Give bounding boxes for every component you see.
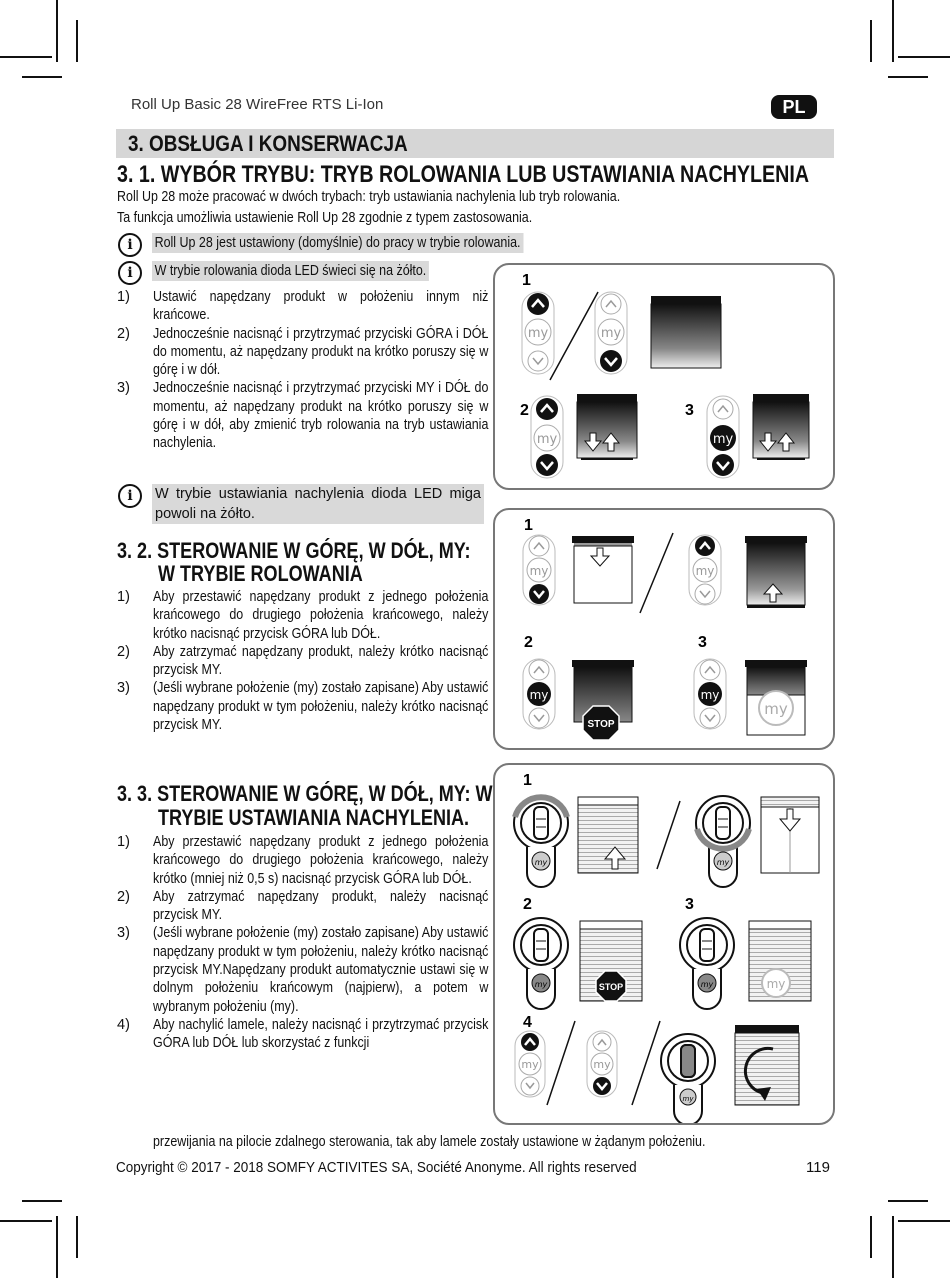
page-number: 119 [806,1159,830,1176]
remote-icon [694,659,726,729]
figure-tilt-mode-drawing [495,765,833,1123]
wheel-remote-icon [514,796,568,887]
s33-steps [117,833,537,1053]
note-text: W trybie rolowania dioda LED świeci się na żółto. [152,261,429,281]
remote-icon [707,396,739,478]
step-label: 4 [523,1014,532,1031]
svg-text:my: my [700,980,714,989]
note-text: W trybie ustawiania nachylenia dioda LED miga powoli na żółto. [155,486,481,522]
svg-text:my: my [712,432,734,447]
figure-mode-switch [493,263,835,490]
svg-text:my: my [593,1058,611,1071]
info-icon: i [118,261,142,285]
step-label: 2 [520,402,529,419]
language-badge: PL [771,95,817,119]
svg-text:my: my [716,858,730,867]
blind-icon [572,660,634,740]
s31-title: 3. 1. WYBÓR TRYBU: TRYB ROLOWANIA LUB USTAWIANIA NACHYLENIA [117,161,810,188]
list-item: 2) Aby zatrzymać napędzany produkt, należy krótko nacisnąć przycisk MY. [117,643,489,679]
svg-text:my: my [695,564,715,578]
svg-text:STOP: STOP [587,719,615,730]
list-item: 1) Aby przestawić napędzany produkt z jednego położenia krańcowego do drugiego położenia krańcowego, należy krótko (mniej niż 0,5 s) nacisnąć przycisk GÓRA lub DÓŁ. [117,834,489,887]
step-label: 2 [523,896,532,913]
svg-text:my: my [682,1095,694,1103]
svg-text:my: my [529,564,549,578]
svg-text:STOP: STOP [598,982,624,992]
svg-text:my: my [534,858,548,867]
svg-text:my: my [700,688,720,702]
info-icon: i [118,233,142,257]
list-item: 2) Aby zatrzymać napędzany produkt, należy nacisnąć przycisk MY. [117,888,489,924]
step-label: 1 [522,272,531,289]
blind-icon [735,1025,799,1105]
list-item: 1) Aby przestawić napędzany produkt z jednego położenia krańcowego do drugiego położenia krańcowego, należy krótko nacisnąć przycisk GÓRA lub DÓŁ. [117,589,489,642]
svg-text:my: my [521,1058,539,1071]
s31-intro-2: Ta funkcja umożliwia ustawienie Roll Up 28 zgodnie z typem zastosowania. [117,210,533,226]
blind-icon [761,797,819,873]
s33-title-1: 3. 3. STEROWANIE W GÓRĘ, W DÓŁ, MY: W [117,781,493,806]
svg-text:my: my [534,980,548,989]
remote-icon [587,1031,617,1097]
copyright: Copyright © 2017 - 2018 SOMFY ACTIVITES SA, Société Anonyme. All rights reserved [116,1159,637,1176]
step-label: 3 [685,402,694,419]
step-label: 1 [524,517,533,534]
note-text: Roll Up 28 jest ustawiony (domyślnie) do pracy w trybie rolowania. [152,233,523,253]
blind-icon [578,797,638,873]
remote-icon [531,396,563,478]
s32-title-2: W TRYBIE ROLOWANIA [158,561,363,586]
figure-roll-mode-drawing [495,510,833,748]
wheel-remote-icon [680,918,734,1009]
step-label: 3 [698,634,707,651]
list-item: 3) (Jeśli wybrane położenie (my) zostało zapisane) Aby ustawić napędzany produkt w tym położeniu, należy krótko nacisnąć przycisk MY.Napędzany produkt automatycznie ustawi się w dolnym położeniu krańcowym (najpierw), a potem w wybranym położeniu (my). [117,925,489,1015]
blind-icon [651,296,721,368]
wheel-remote-icon [514,918,568,1009]
info-icon: i [118,484,142,508]
step-label: 1 [523,772,532,789]
list-item: 1) Ustawić napędzany produkt w położeniu innym niż krańcowe. [117,289,489,324]
s32-title-1: 3. 2. STEROWANIE W GÓRĘ, W DÓŁ, MY: [117,538,471,563]
remote-icon [523,659,555,729]
blind-icon [745,536,807,608]
remote-icon [595,292,627,374]
svg-text:my: my [766,977,786,991]
section-title: 3. OBSŁUGA I KONSERWACJA [128,131,408,156]
s32-steps [117,588,537,734]
remote-icon [523,535,555,605]
remote-icon [689,535,721,605]
blind-icon [577,394,637,460]
list-item: 2) Jednocześnie nacisnąć i przytrzymać przyciski GÓRA i DÓŁ do momentu, aż napędzany produkt na krótko poruszy się w górę i w dół. [117,325,489,379]
s31-steps [117,288,537,453]
figure-roll-mode [493,508,835,750]
wheel-remote-icon [696,796,750,887]
s33-title-2: TRYBIE USTAWIANIA NACHYLENIA. [158,805,470,830]
blind-icon [745,660,807,735]
step-label: 2 [524,634,533,651]
step-label: 3 [685,896,694,913]
list-item: 3) (Jeśli wybrane położenie (my) zostało zapisane) Aby ustawić napędzany produkt w tym położeniu, należy krótko nacisnąć przycisk MY. [117,680,489,734]
blind-icon [580,921,642,1001]
svg-text:my: my [527,326,549,341]
product-name: Roll Up Basic 28 WireFree RTS Li-Ion [131,96,384,113]
s33-step4-tail: przewijania na pilocie zdalnego sterowania, tak aby lamele zostały ustawione w żądanym położeniu. [153,1134,706,1150]
blind-icon [749,921,811,1001]
blind-icon [572,536,634,603]
svg-text:my: my [764,700,788,718]
s31-intro-1: Roll Up 28 może pracować w dwóch trybach: tryb ustawiania nachylenia lub tryb rolowania. [117,189,621,205]
figure-tilt-mode [493,763,835,1125]
svg-text:my: my [600,326,622,341]
list-item: 4) Aby nachylić lamele, należy nacisnąć i przytrzymać przycisk GÓRA lub DÓŁ lub skorzystać z funkcji [117,1016,489,1052]
blind-icon [753,394,809,460]
remote-icon [522,292,554,374]
svg-text:my: my [536,432,558,447]
svg-text:my: my [529,688,549,702]
figure-mode-switch-drawing [495,265,833,488]
list-item: 3) Jednocześnie nacisnąć i przytrzymać przyciski MY i DÓŁ do momentu, aż napędzany produkt na krótko poruszy się w górę i w dół, aby zmienić tryb rolowania na tryb ustawiania nachylenia. [117,380,489,452]
wheel-remote-icon [661,1034,715,1123]
remote-icon [515,1031,545,1097]
